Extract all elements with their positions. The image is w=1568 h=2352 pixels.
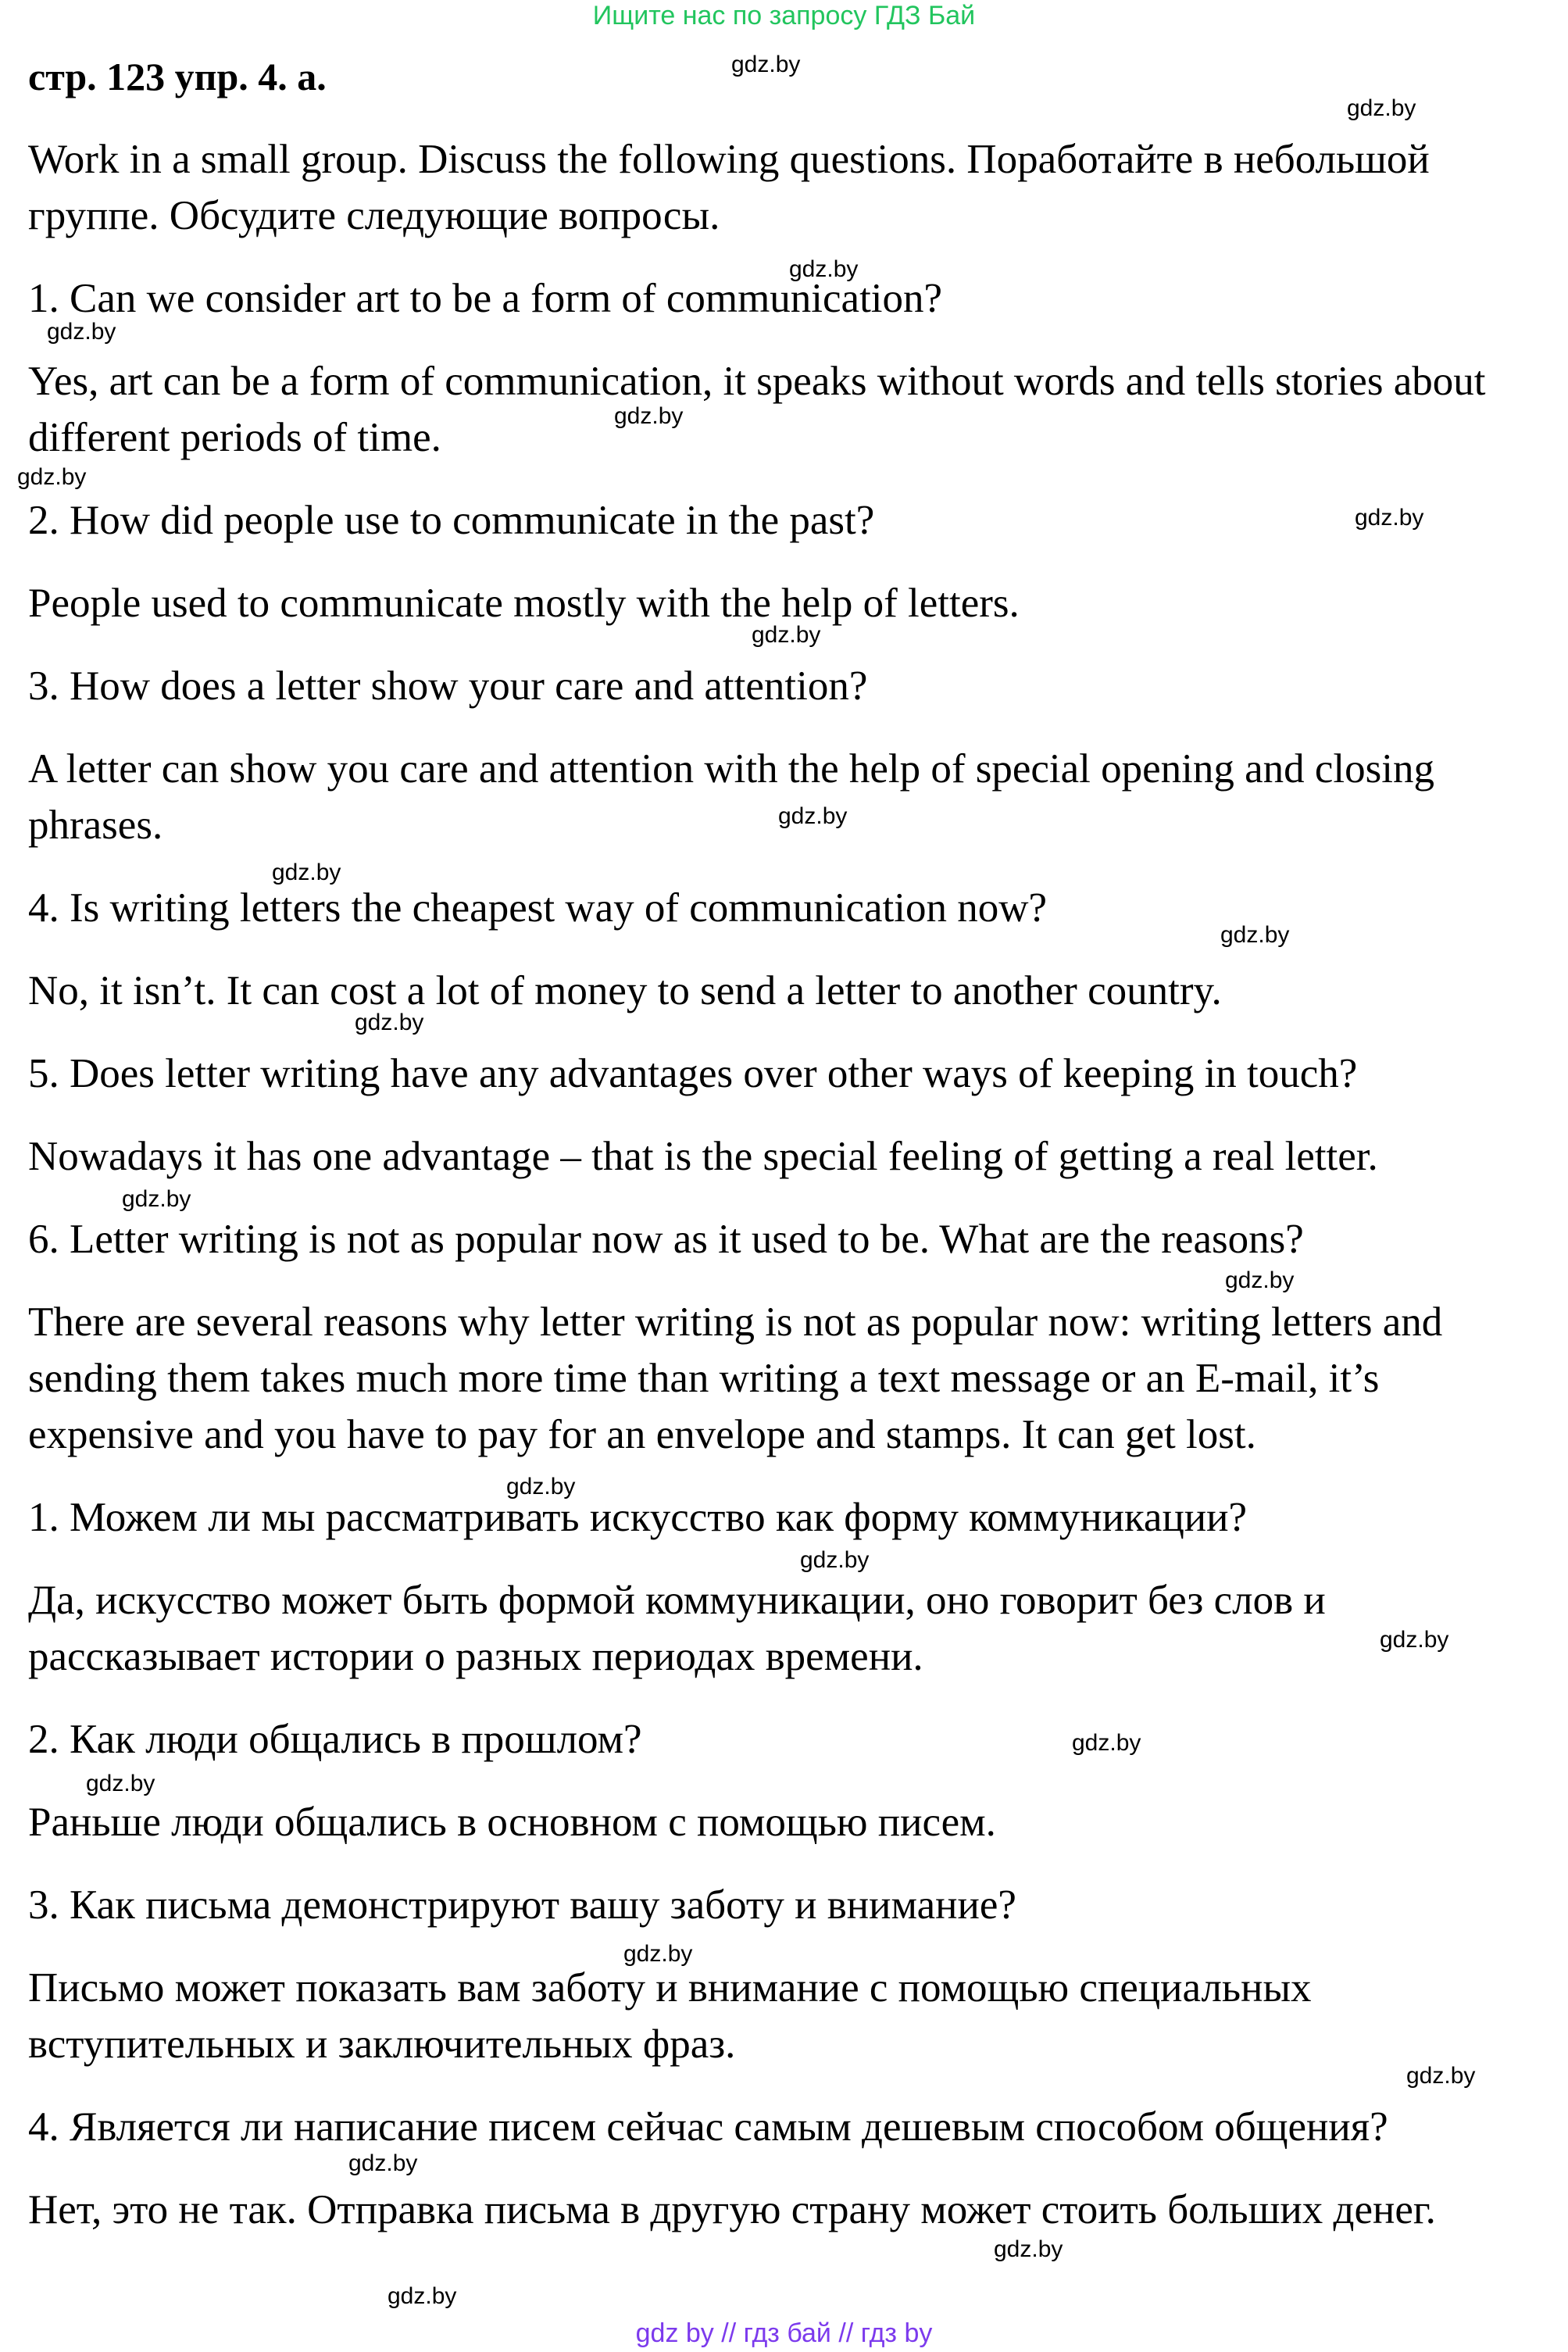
watermark: gdz.by (614, 403, 684, 429)
watermark: gdz.by (1225, 1267, 1295, 1293)
watermark: gdz.by (1347, 95, 1416, 121)
bottom-banner[interactable]: gdz by // гдз бай // гдз by (635, 2318, 933, 2348)
watermark: gdz.by (388, 2283, 457, 2309)
watermark: gdz.by (623, 1941, 693, 1967)
watermark: gdz.by (789, 256, 859, 282)
answer-1-ru: Да, искусство может быть формой коммуникации, оно говорит без слов и рассказывает истории о разных периодах времени. (28, 1578, 1326, 1679)
watermark: gdz.by (506, 1474, 576, 1499)
question-2-en: 2. How did people use to communicate in the past? (28, 498, 875, 543)
answer-3-ru: Письмо может показать вам заботу и внимание с помощью специальных вступительных и заключительных фраз. (28, 1965, 1312, 2067)
question-4-ru: 4. Является ли написание писем сейчас самым дешевым способом общения? (28, 2104, 1388, 2150)
watermark: gdz.by (348, 2150, 418, 2176)
question-3-en: 3. How does a letter show your care and attention? (28, 663, 868, 709)
answer-4-ru: Нет, это не так. Отправка письма в другую страну может стоить больших денег. (28, 2187, 1436, 2232)
answer-2-ru: Раньше люди общались в основном с помощью писем. (28, 1800, 996, 1845)
watermark: gdz.by (1380, 1627, 1449, 1653)
watermark: gdz.by (1406, 2063, 1476, 2089)
answer-2-en: People used to communicate mostly with the help of letters. (28, 581, 1020, 626)
watermark: gdz.by (778, 803, 848, 829)
watermark: gdz.by (731, 52, 801, 77)
answer-6-en: There are several reasons why letter writing is not as popular now: writing letters and sending them takes much more time than writing a text message or an E-mail, it’s expensive and you have to pay for an envelope and stamps. It can get lost. (28, 1299, 1443, 1457)
answer-4-en: No, it isn’t. It can cost a lot of money to send a letter to another country. (28, 968, 1222, 1013)
watermark: gdz.by (752, 622, 821, 648)
answer-1-en: Yes, art can be a form of communication, it speaks without words and tells stories about different periods of time. (28, 359, 1486, 460)
watermark: gdz.by (122, 1186, 191, 1212)
task-instruction: Work in a small group. Discuss the following questions. Поработайте в небольшой группе. Обсудите следующие вопросы. (28, 137, 1430, 238)
answer-3-en: A letter can show you care and attention with the help of special opening and closing phrases. (28, 746, 1435, 848)
question-1-ru: 1. Можем ли мы рассматривать искусство как форму коммуникации? (28, 1495, 1248, 1540)
top-banner[interactable]: Ищите нас по запросу ГДЗ Бай (592, 1, 976, 30)
page-title: стр. 123 упр. 4. а. (28, 55, 327, 98)
answer-5-en: Nowadays it has one advantage – that is the special feeling of getting a real letter. (28, 1134, 1378, 1179)
watermark: gdz.by (47, 319, 116, 345)
watermark: gdz.by (1355, 505, 1424, 531)
watermark: gdz.by (1072, 1730, 1141, 1756)
watermark: gdz.by (1220, 922, 1290, 948)
question-2-ru: 2. Как люди общались в прошлом? (28, 1717, 642, 1762)
watermark: gdz.by (272, 860, 341, 885)
watermark: gdz.by (994, 2236, 1063, 2262)
question-4-en: 4. Is writing letters the cheapest way of communication now? (28, 885, 1048, 931)
watermark: gdz.by (355, 1010, 424, 1035)
question-5-en: 5. Does letter writing have any advantages over other ways of keeping in touch? (28, 1051, 1358, 1096)
watermark: gdz.by (86, 1771, 155, 1796)
exercise-content (28, 131, 1540, 2264)
watermark: gdz.by (800, 1547, 870, 1573)
question-3-ru: 3. Как письма демонстрируют вашу заботу и внимание? (28, 1882, 1016, 1928)
question-1-en: 1. Can we consider art to be a form of communication? (28, 276, 943, 321)
question-6-en: 6. Letter writing is not as popular now as it used to be. What are the reasons? (28, 1217, 1304, 1262)
watermark: gdz.by (17, 464, 87, 490)
